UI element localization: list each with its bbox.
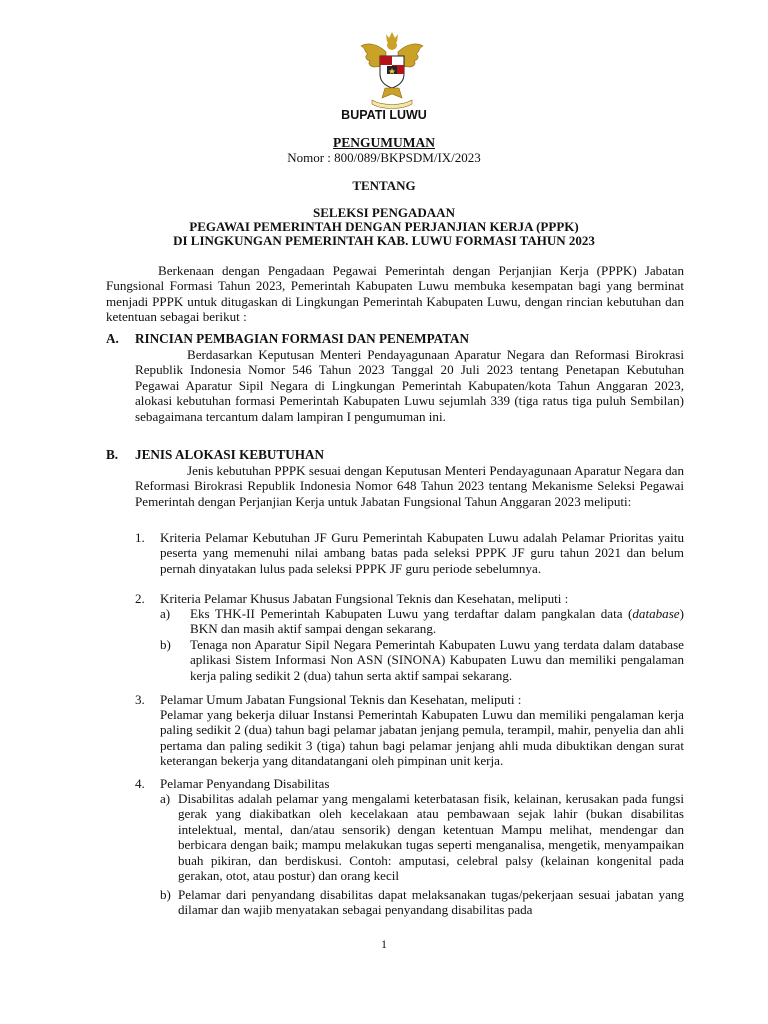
item-2a-italic-term: database	[632, 606, 680, 621]
item-2b-marker: b)	[160, 637, 171, 652]
section-b-heading: JENIS ALOKASI KEBUTUHAN	[135, 447, 325, 462]
item-3-text: Pelamar Umum Jabatan Fungsional Teknis dan Kesehatan, meliputi :	[160, 692, 522, 707]
item-2-text: Kriteria Pelamar Khusus Jabatan Fungsional Teknis dan Kesehatan, meliputi :	[160, 591, 569, 606]
section-a-text: Berdasarkan Keputusan Menteri Pendayagunaan Aparatur Negara dan Reformasi Birokrasi Republik Indonesia Nomor 546 Tahun 2023 Tanggal 20 Juli 2023 tentang Penetapan Kebutuhan Pegawai Aparatur Sipil Negara di Lingkungan Pemerintah Kabupaten/kota Tahun Anggaran 2023, alokasi kebutuhan formasi Pemerintah Kabupaten Luwu sejumlah 339 (tiga ratus tiga puluh Sembilan) sebagaimana tercantum dalam lampiran I pengumuman ini.	[135, 347, 684, 424]
section-a-marker: A.	[106, 331, 119, 346]
item-2a-marker: a)	[160, 606, 171, 621]
subject-line-2: PEGAWAI PEMERINTAH DENGAN PERJANJIAN KERJA (PPPK)	[189, 219, 579, 234]
item-4a-marker: a)	[160, 791, 171, 806]
section-b-text: Jenis kebutuhan PPPK sesuai dengan Keputusan Menteri Pendayagunaan Aparatur Negara dan Reformasi Birokrasi Republik Indonesia Nomor 648 Tahun 2023 tentang Mekanisme Seleksi Pegawai Pemerintah dengan Perjanjian Kerja untuk Jabatan Fungsional Tahun Anggaran 2023 meliputi:	[135, 463, 684, 509]
document-title: PENGUMUMAN	[333, 135, 435, 150]
item-4b-marker: b)	[160, 887, 171, 902]
item-2a-text-start: Eks THK-II Pemerintah Kabupaten Luwu yang terdaftar dalam pangkalan data (	[190, 606, 633, 621]
intro-paragraph: Berkenaan dengan Pengadaan Pegawai Pemerintah dengan Perjanjian Kerja (PPPK) Jabatan Fungsional Formasi Tahun 2023, Pemerintah Kabupaten Luwu membuka kesempatan bagi yang berminat menjadi PPPK untuk ditugaskan di Lingkungan Pemerintah Kabupaten Luwu, dengan rincian kebutuhan dan ketentuan sebagai berikut :	[106, 263, 684, 325]
item-3-detail: Pelamar yang bekerja diluar Instansi Pemerintah Kabupaten Luwu dan memiliki pengalaman kerja paling sedikit 2 (dua) tahun bagi pelamar jabatan jenjang pemula, terampil, mahir, penyelia dan ahli pertama dan paling sedikit 3 (tiga) tahun bagi pelamar jenjang ahli muda dibuktikan dengan surat keterangan bekerja yang ditandatangani oleh pimpinan unit kerja.	[160, 707, 684, 769]
item-1-text: Kriteria Pelamar Kebutuhan JF Guru Pemerintah Kabupaten Luwu adalah Pelamar Prioritas yaitu peserta yang memenuhi nilai ambang batas pada seleksi PPPK JF guru tahun 2021 dan belum pernah dinyatakan lulus pada seleksi PPPK JF guru periode sebelumnya.	[160, 530, 684, 576]
item-4a-text: Disabilitas adalah pelamar yang mengalami keterbatasan fisik, kelainan, kerusakan pada fungsi gerak yang diakibatkan oleh kecelakaan atau pembawaan sejak lahir (bukan disabilitas intelektual, mental, dan/atau sensorik) dengan ketentuan Mampu melihat, mendengar dan berbicara dengan baik; mampu melakukan tugas seperti menganalisa, mengetik, menyampaikan buah pikiran, dan berdiskusi. Contoh: amputasi, celebral palsy (kelainan kongenital pada gerakan, otot, atau postur) dan orang kecil	[178, 791, 684, 884]
page-number: 1	[381, 937, 387, 951]
item-4b-text: Pelamar dari penyandang disabilitas dapat melaksanakan tugas/pekerjaan sesuai jabatan yang dilamar dan wajib menyatakan sebagai penyandang disabilitas pada	[178, 887, 684, 918]
item-4-text: Pelamar Penyandang Disabilitas	[160, 776, 330, 791]
item-1-marker: 1.	[135, 530, 145, 545]
section-b-marker: B.	[106, 447, 119, 462]
item-2a-text	[190, 606, 684, 637]
about-label: TENTANG	[352, 178, 416, 193]
document-number: Nomor : 800/089/BKPSDM/IX/2023	[287, 150, 481, 165]
item-3-marker: 3.	[135, 692, 145, 707]
item-4-marker: 4.	[135, 776, 145, 791]
item-2-marker: 2.	[135, 591, 145, 606]
section-a-heading: RINCIAN PEMBAGIAN FORMASI DAN PENEMPATAN	[135, 331, 470, 346]
office-name: BUPATI LUWU	[341, 108, 427, 122]
item-2a-text-end: ) BKN dan masih aktif sampai dengan sekarang.	[190, 606, 684, 637]
subject-line-3: DI LINGKUNGAN PEMERINTAH KAB. LUWU FORMASI TAHUN 2023	[173, 233, 595, 248]
garuda-emblem-icon	[358, 30, 426, 110]
subject-line-1: SELEKSI PENGADAAN	[313, 205, 455, 220]
item-2b-text: Tenaga non Aparatur Sipil Negara Pemerintah Kabupaten Luwu yang terdata dalam database aplikasi Sistem Informasi Non ASN (SINONA) Kabupaten Luwu dan memiliki pengalaman kerja paling sedikit 2 (dua) tahun serta aktif sampai sekarang.	[190, 637, 684, 683]
